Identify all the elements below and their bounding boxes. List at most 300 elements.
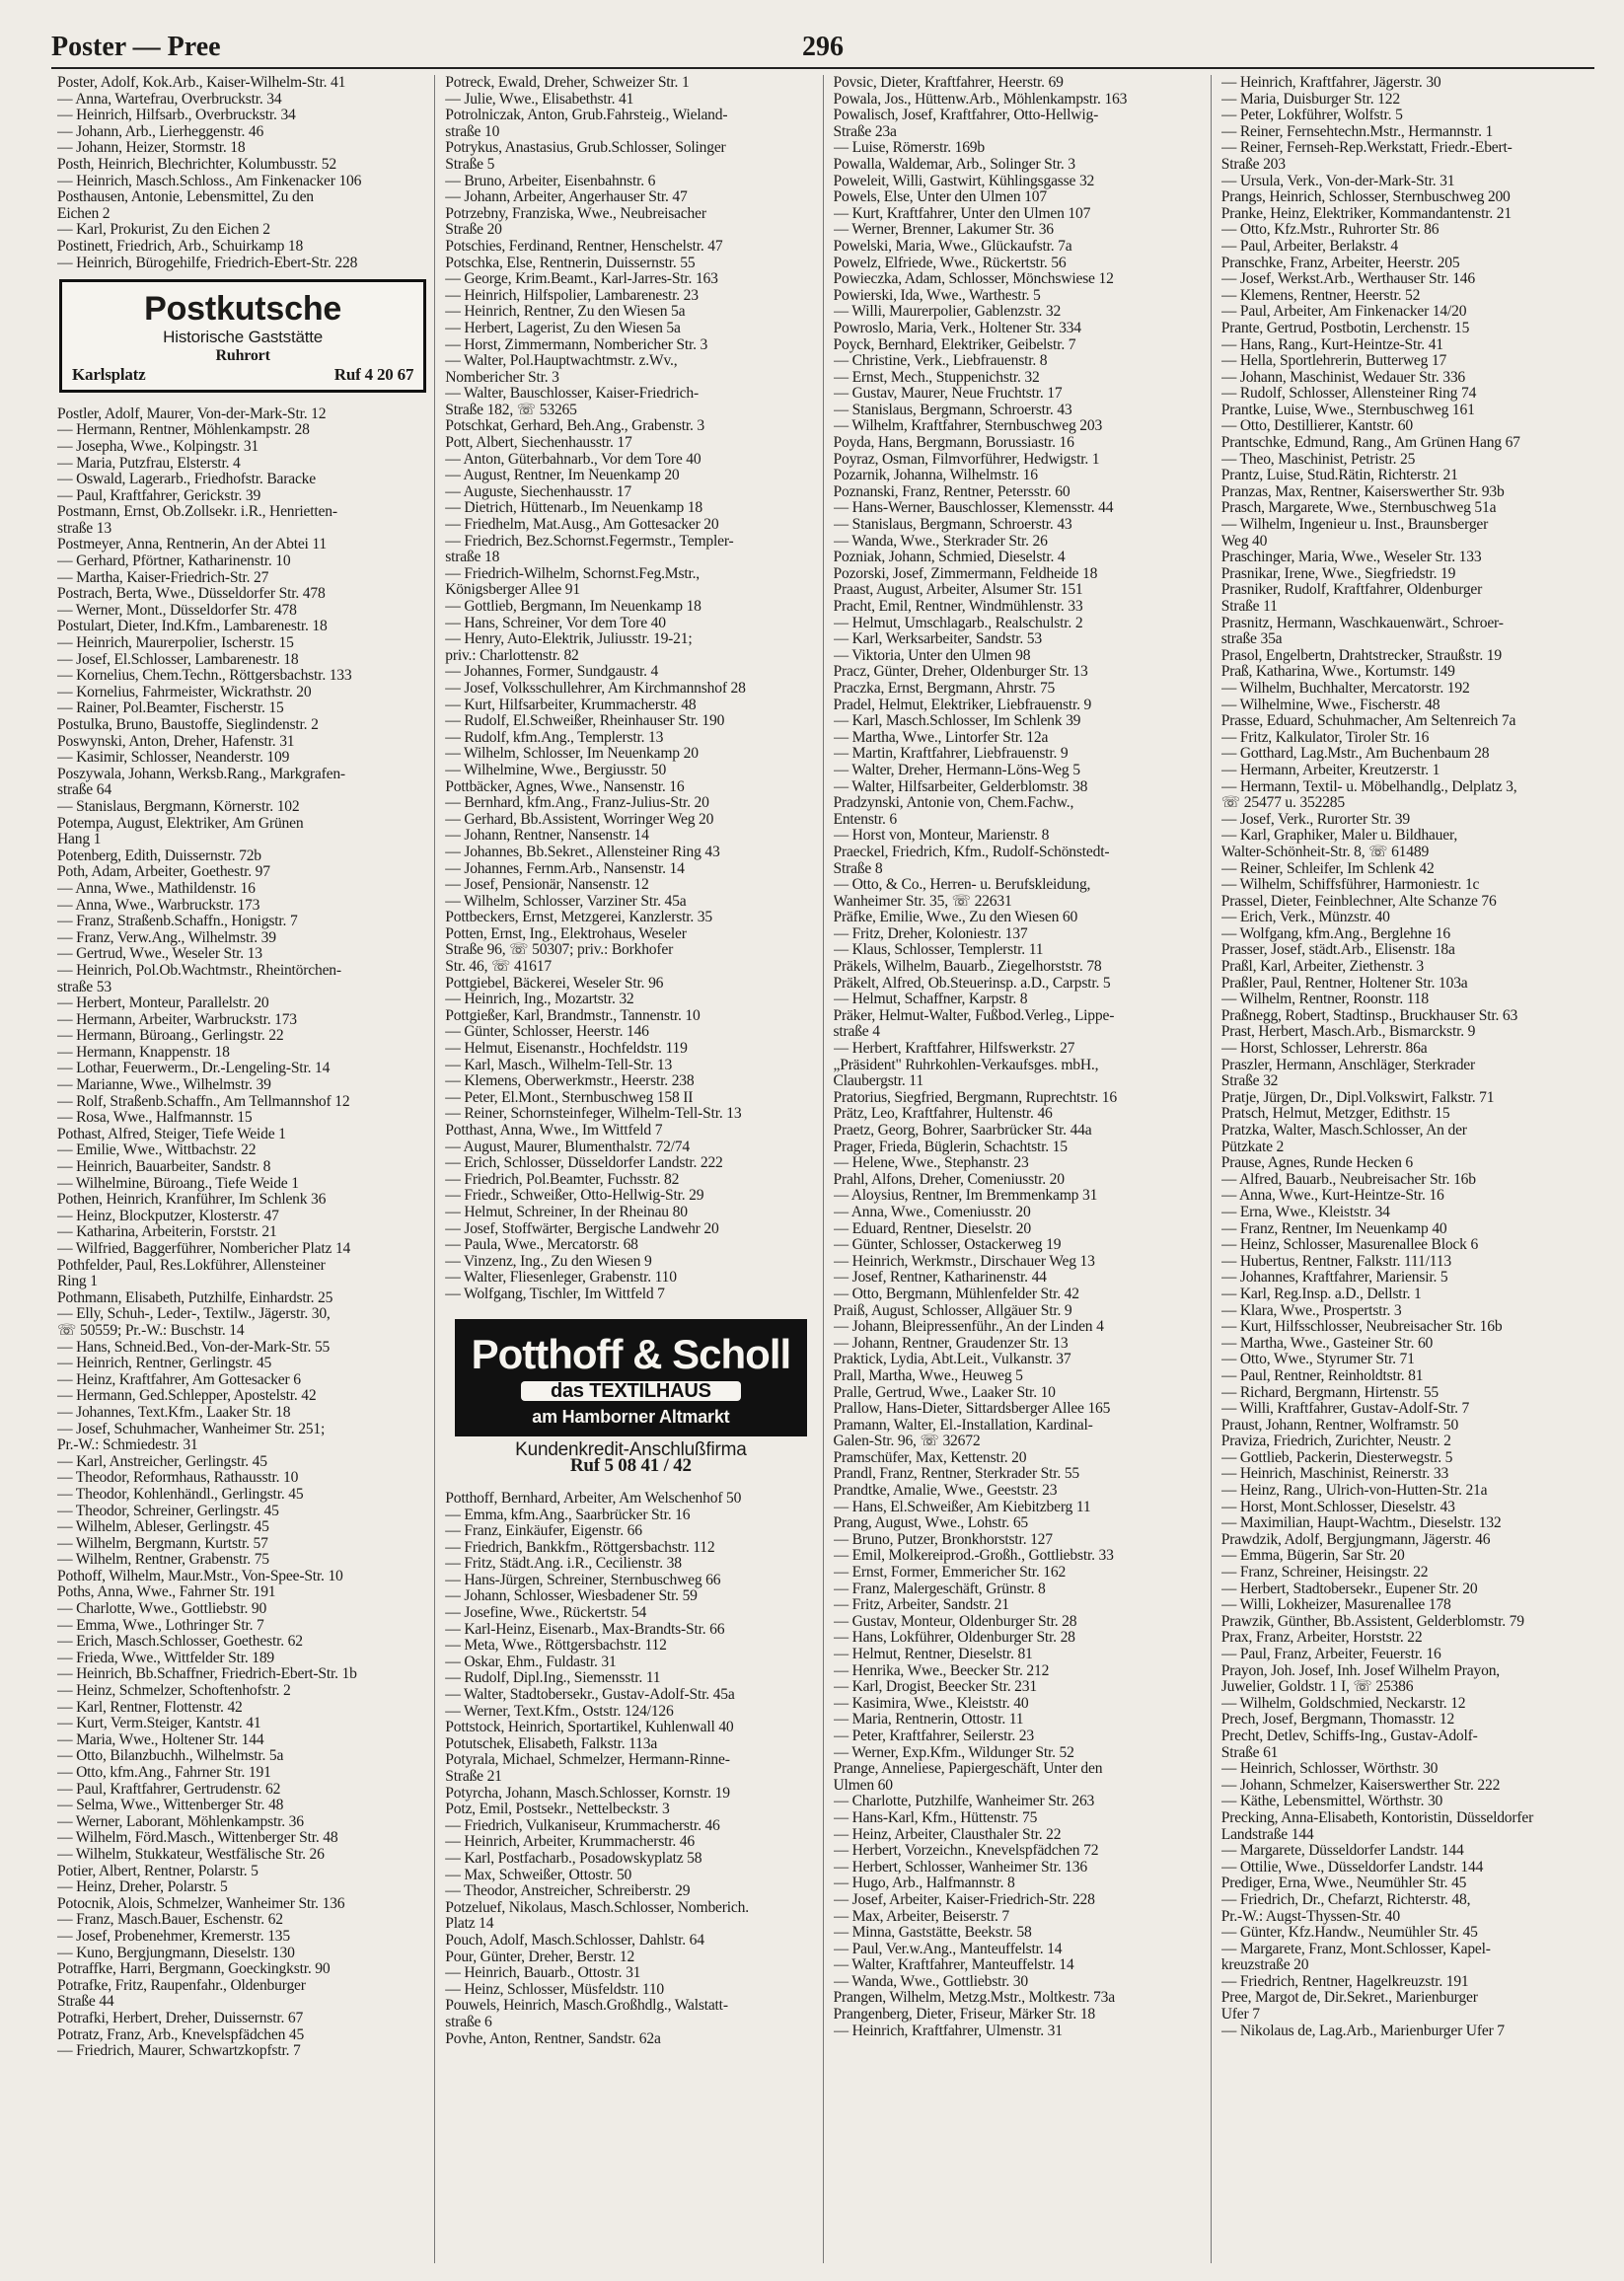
directory-entry: — Wilhelm, Stukkateur, Westfälische Str. 26 (57, 1846, 325, 1863)
directory-entry: Pratzka, Walter, Masch.Schlosser, An der (1220, 1123, 1467, 1139)
directory-entry: Straße 61 (1220, 1744, 1279, 1761)
directory-entry: — Julie, Wwe., Elisabethstr. 41 (445, 91, 634, 108)
directory-entry: — Friedrich, Bankkfm., Röttgersbachstr. 112 (445, 1539, 715, 1556)
directory-entry: Pradel, Helmut, Elektriker, Liebfrauenstr. 9 (833, 697, 1092, 713)
directory-entry: Prall, Martha, Wwe., Heuweg 5 (833, 1367, 1023, 1384)
directory-entry: Posthausen, Antonie, Lebensmittel, Zu den (57, 189, 314, 206)
directory-entry: — Heinz, Schlosser, Masurenallee Block 6 (1220, 1237, 1479, 1254)
directory-entry: Entenstr. 6 (833, 811, 897, 828)
ad-street: am Hamborner Altmarkt (532, 1407, 730, 1428)
directory-entry: — Wanda, Wwe., Gottliebstr. 30 (833, 1973, 1028, 1990)
directory-entry: Poyraz, Osman, Filmvorführer, Hedwigstr. 1 (833, 451, 1100, 468)
directory-entry: — Emil, Molkereiprod.-Großh., Gottliebstr. 33 (833, 1548, 1114, 1565)
directory-entry: straße 18 (445, 550, 500, 566)
column-1-entries-top (57, 75, 428, 271)
directory-entry: Prätz, Leo, Kraftfahrer, Hultenstr. 46 (833, 1106, 1053, 1123)
ad-place: Karlsplatz (72, 365, 146, 385)
directory-entry: Poszywala, Johann, Werksb.Rang., Markgrafen- (57, 766, 345, 782)
directory-entry: Pützkate 2 (1220, 1139, 1285, 1155)
directory-entry: — Heinrich, Hilfsarb., Overbruckstr. 34 (57, 108, 296, 124)
directory-entry: straße 64 (57, 782, 111, 799)
directory-entry: — Werner, Laborant, Möhlenkampstr. 36 (57, 1813, 304, 1830)
directory-entry: Prasnitz, Hermann, Waschkauenwärt., Schroer- (1220, 615, 1504, 631)
directory-entry: — Herbert, Vorzeichn., Knevelspfädchen 72 (833, 1843, 1099, 1860)
directory-entry: — Hermann, Ged.Schlepper, Apostelstr. 42 (57, 1388, 317, 1405)
directory-entry: — Heinrich, Kraftfahrer, Jägerstr. 30 (1220, 75, 1441, 91)
directory-entry: Straße 182, ☏ 53265 (445, 402, 577, 418)
directory-entry: Weg 40 (1220, 533, 1268, 550)
directory-entry: — Helene, Wwe., Stephanstr. 23 (833, 1155, 1029, 1172)
directory-entry: Praetz, Georg, Bohrer, Saarbrücker Str. 44a (833, 1123, 1092, 1139)
directory-entry: — Maria, Rentnerin, Ottostr. 11 (833, 1712, 1024, 1729)
ad-name: Postkutsche (144, 290, 342, 329)
directory-entry: — Rudolf, Dipl.Ing., Siemensstr. 11 (445, 1670, 661, 1687)
directory-entry: — Horst, Schlosser, Lehrerstr. 86a (1220, 1041, 1428, 1058)
directory-entry: — Josef, Verk., Rurorter Str. 39 (1220, 811, 1410, 828)
directory-entry: Prandl, Franz, Rentner, Sterkrader Str. 55 (833, 1466, 1080, 1483)
directory-entry: Poth, Adam, Arbeiter, Goethestr. 97 (57, 864, 270, 881)
directory-entry: Walter-Schönheit-Str. 8, ☏ 61489 (1220, 844, 1430, 860)
directory-entry: — Heinz, Schmelzer, Schoftenhofstr. 2 (57, 1683, 291, 1700)
directory-entry: — Marianne, Wwe., Wilhelmstr. 39 (57, 1077, 271, 1094)
directory-entry: — Hans, Lokführer, Oldenburger Str. 28 (833, 1630, 1075, 1647)
directory-entry: Powelski, Maria, Wwe., Glückaufstr. 7a (833, 238, 1072, 255)
directory-entry: — Hermann, Arbeiter, Kreutzerstr. 1 (1220, 762, 1440, 778)
directory-entry: Potten, Ernst, Ing., Elektrohaus, Weseler (445, 925, 687, 942)
directory-entry: straße 35a (1220, 631, 1283, 648)
directory-entry: Pramann, Walter, El.-Installation, Kardinal- (833, 1417, 1093, 1434)
directory-entry: — Henry, Auto-Elektrik, Juliusstr. 19-21; (445, 631, 693, 648)
directory-entry: Potutschek, Elisabeth, Falkstr. 113a (445, 1735, 658, 1752)
directory-entry: — Wilhelmine, Wwe., Fischerstr. 48 (1220, 697, 1440, 713)
directory-entry: Prangs, Heinrich, Schlosser, Sternbuschweg 200 (1220, 189, 1511, 206)
directory-entry: — Heinz, Arbeiter, Clausthaler Str. 22 (833, 1826, 1062, 1843)
directory-entry: Poster, Adolf, Kok.Arb., Kaiser-Wilhelm-Str. 41 (57, 75, 346, 91)
ad-name: Potthoff & Scholl (471, 1330, 791, 1377)
directory-entry: — Hubertus, Rentner, Falkstr. 111/113 (1220, 1253, 1451, 1270)
column-3-entries (834, 75, 1205, 2039)
directory-entry: — Walter, Pol.Hauptwachtmstr. z.Wv., (445, 353, 678, 370)
directory-entry: — Martha, Wwe., Gasteiner Str. 60 (1220, 1335, 1434, 1352)
directory-entry: — Theodor, Kohlenhändl., Gerlingstr. 45 (57, 1486, 304, 1503)
column-4-entries (1221, 75, 1592, 2039)
directory-entry: — Friedrich, Maurer, Schwartzkopfstr. 7 (57, 2043, 301, 2060)
directory-entry: — Aloysius, Rentner, Im Bremmenkamp 31 (833, 1188, 1098, 1205)
directory-entry: — Hella, Sportlehrerin, Butterweg 17 (1220, 353, 1447, 370)
directory-entry: — Emma, Bügerin, Sar Str. 20 (1220, 1548, 1405, 1565)
directory-entry: — Walter, Kraftfahrer, Manteuffelstr. 14 (833, 1957, 1074, 1974)
directory-entry: — Kuno, Bergjungmann, Dieselstr. 130 (57, 1945, 295, 1961)
directory-entry: Pr.-W.: Augst-Thyssen-Str. 40 (1220, 1908, 1400, 1925)
directory-entry: — Rosa, Wwe., Halfmannstr. 15 (57, 1110, 253, 1127)
directory-entry: — Martin, Kraftfahrer, Liebfrauenstr. 9 (833, 746, 1069, 763)
directory-entry: Poths, Anna, Wwe., Fahrner Str. 191 (57, 1584, 276, 1601)
directory-entry: — Heinrich, Arbeiter, Krummacherstr. 46 (445, 1834, 695, 1851)
directory-entry: Prediger, Erna, Wwe., Neumühler Str. 45 (1220, 1876, 1467, 1892)
directory-entry: Prahl, Alfons, Dreher, Comeniusstr. 20 (833, 1171, 1065, 1188)
column-4 (1216, 75, 1598, 2263)
directory-entry: Hang 1 (57, 832, 102, 848)
directory-entry: — Herbert, Monteur, Parallelstr. 20 (57, 995, 269, 1012)
directory-entry: — Ursula, Verk., Von-der-Mark-Str. 31 (1220, 173, 1455, 189)
directory-entry: — Werner, Mont., Düsseldorfer Str. 478 (57, 602, 297, 619)
directory-entry: Prasch, Margarete, Wwe., Sternbuschweg 51a (1220, 500, 1497, 517)
directory-entry: — Ernst, Mech., Stuppenichstr. 32 (833, 369, 1040, 386)
directory-entry: — Heinrich, Schlosser, Wörthstr. 30 (1220, 1761, 1439, 1778)
directory-entry: Prast, Herbert, Masch.Arb., Bismarckstr. 9 (1220, 1024, 1476, 1041)
directory-entry: — Hermann, Textil- u. Möbelhandlg., Delplatz 3, (1220, 778, 1517, 795)
directory-entry: Prallow, Hans-Dieter, Sittardsberger Allee 165 (833, 1401, 1111, 1418)
directory-entry: — Karl, Postfacharb., Posadowskyplatz 58 (445, 1850, 702, 1867)
directory-entry: — August, Maurer, Blumenthalstr. 72/74 (445, 1139, 691, 1155)
directory-entry: — Kurt, Verm.Steiger, Kantstr. 41 (57, 1716, 261, 1732)
directory-entry: — Josef, Rentner, Katharinenstr. 44 (833, 1270, 1047, 1287)
directory-entry: Pottgießer, Karl, Brandmstr., Tannenstr. 10 (445, 1007, 701, 1024)
directory-entry: — Karl, Rentner, Flottenstr. 42 (57, 1699, 243, 1716)
directory-entry: — Franz, Malergeschäft, Grünstr. 8 (833, 1581, 1046, 1597)
directory-entry: — Johann, Schmelzer, Kaiserswerther Str. 222 (1220, 1777, 1501, 1794)
ad-tagline: das TEXTILHAUS (521, 1381, 741, 1402)
directory-entry: Potier, Albert, Rentner, Polarstr. 5 (57, 1863, 258, 1879)
directory-entry: — Wilhelm, Kraftfahrer, Sternbuschweg 203 (833, 418, 1103, 435)
directory-entry: — Heinrich, Rentner, Gerlingstr. 45 (57, 1356, 272, 1372)
ad-footer (72, 367, 413, 384)
directory-entry: Praktick, Lydia, Abt.Leit., Vulkanstr. 37 (833, 1352, 1071, 1368)
directory-entry: — Johann, Arb., Lierheggenstr. 46 (57, 123, 264, 140)
directory-entry: Prawdzik, Adolf, Bergjungmann, Jägerstr. 46 (1220, 1531, 1491, 1548)
directory-entry: Pothen, Heinrich, Kranführer, Im Schlenk 36 (57, 1192, 327, 1209)
directory-entry: Galen-Str. 96, ☏ 32672 (833, 1434, 981, 1450)
directory-entry: Präkels, Wilhelm, Bauarb., Ziegelhorststr. 78 (833, 959, 1102, 976)
directory-entry: Pour, Günter, Dreher, Berstr. 12 (445, 1949, 635, 1965)
directory-entry: — Reiner, Schleifer, Im Schlenk 42 (1220, 860, 1435, 877)
directory-entry: — Peter, El.Mont., Sternbuschweg 158 II (445, 1089, 694, 1106)
directory-entry: Prasol, Engelbertn, Drahtstrecker, Straußstr. 19 (1220, 647, 1503, 664)
directory-entry: — Hans, El.Schweißer, Am Kiebitzberg 11 (833, 1499, 1091, 1515)
directory-entry: — Kornelius, Chem.Techn., Röttgersbachstr. 133 (57, 668, 352, 685)
directory-entry: — Walter, Hilfsarbeiter, Gelderblomstr. 38 (833, 778, 1088, 795)
directory-entry: Straße 203 (1220, 156, 1286, 173)
directory-entry: — Otto, Bilanzbuchh., Wilhelmstr. 5a (57, 1748, 284, 1765)
directory-entry: Potrykus, Anastasius, Grub.Schlosser, Solinger (445, 140, 726, 157)
column-2-entries-bottom (445, 1491, 816, 2047)
directory-entry: Pozorski, Josef, Zimmermann, Feldheide 18 (833, 565, 1098, 582)
directory-entry: Prantschke, Edmund, Rang., Am Grünen Hang 67 (1220, 435, 1520, 452)
directory-entry: — Franz, Straßenb.Schaffn., Honigstr. 7 (57, 914, 298, 930)
directory-entry: — Oskar, Ehm., Fuldastr. 31 (445, 1654, 617, 1670)
directory-entry: Straße 11 (1220, 599, 1278, 615)
directory-entry: — Otto, Kfz.Mstr., Ruhrorter Str. 86 (1220, 222, 1439, 239)
directory-entry: — Hermann, Rentner, Möhlenkampstr. 28 (57, 422, 310, 439)
directory-entry: — August, Rentner, Im Neuenkamp 20 (445, 468, 680, 484)
directory-entry: — Werner, Brenner, Lakumer Str. 36 (833, 222, 1054, 239)
directory-entry: Potz, Emil, Postsekr., Nettelbeckstr. 3 (445, 1802, 670, 1818)
directory-entry: — Minna, Gaststätte, Beekstr. 58 (833, 1925, 1032, 1942)
directory-entry: Präker, Helmut-Walter, Fußbod.Verleg., Lippe- (833, 1007, 1115, 1024)
directory-entry: — Selma, Wwe., Wittenberger Str. 48 (57, 1798, 284, 1814)
directory-entry: — Hans-Karl, Kfm., Hüttenstr. 75 (833, 1809, 1038, 1826)
directory-entry: — Karl-Heinz, Eisenarb., Max-Brandts-Str. 66 (445, 1621, 725, 1638)
directory-entry: — Max, Schweißer, Ottostr. 50 (445, 1867, 632, 1883)
directory-entry: — Hermann, Arbeiter, Warbruckstr. 173 (57, 1011, 297, 1028)
directory-entry: Praßnegg, Robert, Stadtinsp., Bruckhauser Str. 63 (1220, 1007, 1518, 1024)
directory-entry: — Wilhelm, Ingenieur u. Inst., Braunsberger (1220, 517, 1489, 534)
directory-entry: Prantz, Luise, Stud.Rätin, Richterstr. 21 (1220, 468, 1458, 484)
directory-entry: — Stanislaus, Bergmann, Körnerstr. 102 (57, 798, 300, 815)
directory-entry: Potraffke, Harri, Bergmann, Goeckingkstr. 90 (57, 1961, 331, 1978)
directory-entry: Povsic, Dieter, Kraftfahrer, Heerstr. 69 (833, 75, 1064, 91)
directory-entry: Prange, Anneliese, Papiergeschäft, Unter den (833, 1761, 1103, 1778)
directory-entry: — Wilhelm, Förd.Masch., Wittenberger Str. 48 (57, 1830, 338, 1847)
directory-entry: Precking, Anna-Elisabeth, Kontoristin, Düsseldorfer (1220, 1809, 1534, 1826)
ad-banner (455, 1319, 806, 1436)
directory-entry: — Heinz, Rang., Ulrich-von-Hutten-Str. 21a (1220, 1483, 1488, 1500)
ad-subtitle: Historische Gaststätte (163, 328, 324, 347)
directory-entry: Potschies, Ferdinand, Rentner, Henschelstr. 47 (445, 238, 723, 255)
directory-entry: — Klaus, Schlosser, Templerstr. 11 (833, 942, 1044, 959)
directory-entry: — Wilhelm, Schlosser, Varziner Str. 45a (445, 893, 687, 910)
directory-entry: Praczka, Ernst, Bergmann, Ahrstr. 75 (833, 680, 1056, 697)
directory-entry: — Emma, Wwe., Lothringer Str. 7 (57, 1617, 264, 1634)
directory-entry: Powieczka, Adam, Schlosser, Mönchswiese 12 (833, 271, 1114, 288)
directory-entry: Ulmen 60 (833, 1777, 893, 1794)
directory-entry: Prasser, Josef, städt.Arb., Elisenstr. 18a (1220, 942, 1455, 959)
directory-entry: — Rudolf, El.Schweißer, Rheinhauser Str. 190 (445, 713, 725, 730)
directory-entry: — Theo, Maschinist, Petristr. 25 (1220, 451, 1416, 468)
directory-entry: — Wilhelm, Bergmann, Kurtstr. 57 (57, 1535, 268, 1552)
directory-entry: Potzeluef, Nikolaus, Masch.Schlosser, Nomberich. (445, 1899, 749, 1916)
directory-entry: — Paul, Franz, Arbeiter, Feuerstr. 16 (1220, 1647, 1441, 1662)
directory-entry: — Käthe, Lebensmittel, Wörthstr. 30 (1220, 1794, 1443, 1810)
directory-entry: — Heinrich, Maschinist, Reinerstr. 33 (1220, 1466, 1449, 1483)
directory-entry: Prawzik, Günther, Bb.Assistent, Gelderblomstr. 79 (1220, 1613, 1524, 1630)
directory-entry: — Gotthard, Lag.Mstr., Am Buchenbaum 28 (1220, 746, 1490, 763)
directory-entry: — Friedrich, Rentner, Hagelkreuzstr. 191 (1220, 1973, 1469, 1990)
column-1-entries-bottom (57, 406, 428, 2060)
directory-entry: — Heinrich, Bauarb., Ottostr. 31 (445, 1965, 641, 1982)
directory-entry: — Margarete, Düsseldorfer Landstr. 144 (1220, 1843, 1464, 1860)
directory-entry: Poswynski, Anton, Dreher, Hafenstr. 31 (57, 733, 295, 750)
directory-entry: Prasse, Eduard, Schuhmacher, Am Seltenreich 7a (1220, 713, 1516, 730)
directory-entry: — Friedrich, Pol.Beamter, Fuchsstr. 82 (445, 1171, 680, 1188)
column-1 (51, 75, 435, 2263)
directory-entry: Potempa, August, Elektriker, Am Grünen (57, 815, 304, 832)
directory-entry: — Rudolf, Schlosser, Allensteiner Ring 74 (1220, 386, 1477, 403)
directory-entry: Potenberg, Edith, Duissernstr. 72b (57, 847, 261, 864)
directory-entry: Prager, Frieda, Büglerin, Schachtstr. 15 (833, 1139, 1068, 1155)
directory-entry: — Helmut, Schaffner, Karpstr. 8 (833, 992, 1028, 1008)
directory-entry: — Paul, Ver.w.Ang., Manteuffelstr. 14 (833, 1941, 1063, 1957)
directory-entry: — Günter, Schlosser, Ostackerweg 19 (833, 1237, 1062, 1254)
directory-entry: — Margarete, Franz, Mont.Schlosser, Kapel- (1220, 1941, 1491, 1957)
directory-entry: Potthoff, Bernhard, Arbeiter, Am Welschenhof 50 (445, 1490, 742, 1507)
directory-entry: — Johann, Arbeiter, Angerhauser Str. 47 (445, 189, 688, 206)
directory-entry: — Stanislaus, Bergmann, Schroerstr. 43 (833, 402, 1072, 418)
directory-entry: — Herbert, Kraftfahrer, Hilfswerkstr. 27 (833, 1041, 1075, 1058)
directory-entry: — Maria, Putzfrau, Elsterstr. 4 (57, 455, 241, 472)
directory-entry: Potrafki, Herbert, Dreher, Duissernstr. 67 (57, 2010, 304, 2026)
directory-entry: Prause, Agnes, Runde Hecken 6 (1220, 1155, 1414, 1172)
directory-entry: Straße 5 (445, 156, 495, 173)
directory-entry: — Herbert, Schlosser, Wanheimer Str. 136 (833, 1859, 1087, 1876)
directory-entry: — Hermann, Büroang., Gerlingstr. 22 (57, 1028, 284, 1045)
directory-entry: — Erich, Schlosser, Düsseldorfer Landstr. 222 (445, 1155, 723, 1172)
directory-entry: — Josef, Probenehmer, Kremerstr. 135 (57, 1928, 290, 1945)
directory-entry: Praszler, Hermann, Anschläger, Sterkrader (1220, 1057, 1476, 1073)
directory-entry: Pothast, Alfred, Steiger, Tiefe Weide 1 (57, 1126, 286, 1142)
directory-entry: — Martha, Wwe., Lintorfer Str. 12a (833, 729, 1049, 746)
directory-entry: — Wolfgang, Tischler, Im Wittfeld 7 (445, 1286, 665, 1302)
directory-entry: — Theodor, Schreiner, Gerlingstr. 45 (57, 1503, 279, 1519)
header-range: Poster — Pree (51, 32, 221, 62)
directory-entry: — Kurt, Hilfsschlosser, Neubreisacher Str. 16b (1220, 1319, 1503, 1336)
directory-entry: — Karl, Graphiker, Maler u. Bildhauer, (1220, 828, 1458, 845)
directory-entry: — Otto, Wwe., Styrumer Str. 71 (1220, 1352, 1415, 1368)
directory-entry: — Peter, Lokführer, Wolfstr. 5 (1220, 108, 1403, 124)
directory-entry: — Bernhard, kfm.Ang., Franz-Julius-Str. 20 (445, 795, 709, 812)
directory-entry: — Wilhelm, Rentner, Roonstr. 118 (1220, 992, 1429, 1008)
directory-entry: — Johann, Rentner, Nansenstr. 14 (445, 828, 649, 845)
directory-entry: Pothfelder, Paul, Res.Lokführer, Allensteiner (57, 1257, 326, 1274)
directory-entry: — Martha, Kaiser-Friedrich-Str. 27 (57, 569, 269, 586)
directory-entry: — Oswald, Lagerarb., Friedhofstr. Baracke (57, 472, 317, 488)
directory-entry: ☏ 50559; Pr.-W.: Buschstr. 14 (57, 1322, 245, 1339)
directory-entry: — Helmut, Eisenanstr., Hochfeldstr. 119 (445, 1041, 688, 1058)
directory-entry: — Fritz, Arbeiter, Sandstr. 21 (833, 1597, 1009, 1614)
directory-entry: — Anna, Wartefrau, Overbruckstr. 34 (57, 91, 282, 108)
directory-entry: — Kurt, Kraftfahrer, Unter den Ulmen 107 (833, 205, 1091, 222)
directory-entry: — Franz, Verw.Ang., Wilhelmstr. 39 (57, 929, 276, 946)
directory-entry: — Horst, Mont.Schlosser, Dieselstr. 43 (1220, 1499, 1455, 1515)
directory-entry: — Wilhelm, Ableser, Gerlingstr. 45 (57, 1519, 269, 1536)
directory-entry: — Paul, Rentner, Reinholdtstr. 81 (1220, 1367, 1424, 1384)
ad-location: Ruhrort (215, 347, 270, 365)
directory-entry: Praiß, August, Schlosser, Allgäuer Str. 9 (833, 1302, 1072, 1319)
ad-credit: Kundenkredit-Anschlußfirma (515, 1438, 747, 1460)
directory-entry: — Auguste, Siechenhausstr. 17 (445, 483, 631, 500)
directory-entry: — Wilhelm, Buchhalter, Mercatorstr. 192 (1220, 680, 1470, 697)
directory-entry: — Bruno, Putzer, Bronkhorststr. 127 (833, 1531, 1053, 1548)
directory-entry: „Präsident" Ruhrkohlen-Verkaufsges. mbH., (833, 1057, 1099, 1073)
directory-entry: — Josef, Schuhmacher, Wanheimer Str. 251; (57, 1421, 326, 1437)
directory-entry: — Rainer, Pol.Beamter, Fischerstr. 15 (57, 700, 284, 717)
directory-entry: — Erich, Masch.Schlosser, Goethestr. 62 (57, 1634, 303, 1651)
directory-entry: straße 13 (57, 520, 111, 537)
directory-entry: — Ottilie, Wwe., Düsseldorfer Landstr. 144 (1220, 1859, 1484, 1876)
directory-entry: Pozniak, Johann, Schmied, Dieselstr. 4 (833, 550, 1066, 566)
directory-entry: — Johannes, Fernm.Arb., Nansenstr. 14 (445, 860, 685, 877)
directory-entry: Postinett, Friedrich, Arb., Schuirkamp 18 (57, 238, 304, 255)
directory-entry: Potocnik, Alois, Schmelzer, Wanheimer Str. 136 (57, 1895, 345, 1912)
directory-entry: — Kasimir, Schlosser, Neanderstr. 109 (57, 750, 290, 767)
directory-entry: Potthast, Anna, Wwe., Im Wittfeld 7 (445, 1123, 663, 1139)
directory-entry: Straße 44 (57, 1994, 114, 2011)
columns (51, 75, 1598, 2263)
directory-entry: Pothmann, Elisabeth, Putzhilfe, Einhardstr. 25 (57, 1289, 333, 1306)
directory-entry: Postulart, Dieter, Ind.Kfm., Lambarenestr. 18 (57, 619, 328, 635)
directory-entry: Königsberger Allee 91 (445, 582, 580, 599)
column-2 (439, 75, 823, 2263)
directory-entry: — Johann, Rentner, Graudenzer Str. 13 (833, 1335, 1069, 1352)
ad-phone: Ruf 5 08 41 / 42 (569, 1455, 692, 1477)
directory-entry: Str. 46, ☏ 41617 (445, 959, 552, 976)
postkutsche-ad (59, 279, 426, 393)
directory-entry: — Gottlieb, Packerin, Diesterwegstr. 5 (1220, 1449, 1453, 1466)
directory-entry: — Luise, Römerstr. 169b (833, 140, 985, 157)
directory-entry: Pradzynski, Antonie von, Chem.Fachw., (833, 795, 1074, 812)
directory-entry: Pramschüfer, Max, Kettenstr. 20 (833, 1449, 1027, 1466)
directory-entry: — Bruno, Arbeiter, Eisenbahnstr. 6 (445, 173, 656, 189)
directory-entry: — Rudolf, kfm.Ang., Templerstr. 13 (445, 729, 664, 746)
directory-entry: — Hugo, Arb., Halfmannstr. 8 (833, 1876, 1015, 1892)
directory-entry: straße 4 (833, 1024, 880, 1041)
directory-entry: — Dietrich, Hüttenarb., Im Neuenkamp 18 (445, 500, 702, 517)
directory-entry: Pottbäcker, Agnes, Wwe., Nansenstr. 16 (445, 778, 685, 795)
directory-entry: Straße 20 (445, 222, 502, 239)
directory-entry: — Herbert, Lagerist, Zu den Wiesen 5a (445, 320, 681, 336)
directory-entry: — Gustav, Maurer, Neue Fruchtstr. 17 (833, 386, 1063, 403)
directory-entry: — Horst von, Monteur, Marienstr. 8 (833, 828, 1050, 845)
directory-entry: Praßler, Paul, Rentner, Holtener Str. 103a (1220, 975, 1468, 992)
directory-entry: Potschkat, Gerhard, Beh.Ang., Grabenstr. 3 (445, 418, 704, 435)
directory-entry: — Helmut, Umschlagarb., Realschulstr. 2 (833, 615, 1083, 631)
directory-entry: — Kurt, Hilfsarbeiter, Krummacherstr. 48 (445, 697, 697, 713)
directory-entry: — Wilhelmine, Wwe., Bergiusstr. 50 (445, 762, 667, 778)
directory-entry: Pratje, Jürgen, Dr., Dipl.Volkswirt, Falkstr. 71 (1220, 1089, 1495, 1106)
directory-entry: — Karl, Drogist, Beecker Str. 231 (833, 1679, 1037, 1696)
directory-entry: Potyrcha, Johann, Masch.Schlosser, Kornstr. 19 (445, 1785, 730, 1802)
directory-entry: straße 10 (445, 123, 500, 140)
directory-entry: — Fritz, Städt.Ang. i.R., Cecilienstr. 38 (445, 1556, 682, 1573)
directory-entry: — Charlotte, Wwe., Gottliebstr. 90 (57, 1601, 267, 1618)
directory-entry: — Karl, Werksarbeiter, Sandstr. 53 (833, 631, 1042, 648)
directory-entry: Poyck, Bernhard, Elektriker, Geibelstr. 7 (833, 336, 1076, 353)
directory-entry: — Anna, Wwe., Kurt-Heintze-Str. 16 (1220, 1188, 1444, 1205)
directory-entry: Straße 96, ☏ 50307; priv.: Borkhofer (445, 942, 674, 959)
directory-entry: ☏ 25477 u. 352285 (1220, 795, 1346, 812)
directory-entry: — Eduard, Rentner, Dieselstr. 20 (833, 1220, 1031, 1237)
directory-entry: — Johannes, Former, Sundgaustr. 4 (445, 664, 659, 681)
directory-entry: — Wilfried, Baggerführer, Nombericher Platz 14 (57, 1241, 351, 1257)
directory-entry: Postrach, Berta, Wwe., Düsseldorfer Str. 478 (57, 586, 326, 603)
directory-entry: — Heinz, Dreher, Polarstr. 5 (57, 1879, 228, 1896)
directory-entry: Prasniker, Rudolf, Kraftfahrer, Oldenburger (1220, 582, 1483, 599)
directory-entry: — Heinz, Kraftfahrer, Am Gottesacker 6 (57, 1371, 301, 1388)
directory-entry: Praast, August, Arbeiter, Alsumer Str. 151 (833, 582, 1083, 599)
directory-entry: — Elly, Schuh-, Leder-, Textilw., Jägerstr. 30, (57, 1306, 331, 1323)
directory-entry: Pranschke, Franz, Arbeiter, Heerstr. 205 (1220, 255, 1460, 271)
directory-entry: — Emilie, Wwe., Wittbachstr. 22 (57, 1142, 257, 1159)
directory-entry: — Peter, Kraftfahrer, Seilerstr. 23 (833, 1728, 1034, 1744)
directory-entry: — Heinrich, Maurerpolier, Ischerstr. 15 (57, 635, 294, 652)
directory-entry: — Paula, Wwe., Mercatorstr. 68 (445, 1237, 638, 1254)
directory-entry: — Hans-Werner, Bauschlosser, Klemensstr. 44 (833, 500, 1114, 517)
page-number: 296 (802, 32, 844, 62)
directory-entry: Prandtke, Amalie, Wwe., Geeststr. 23 (833, 1483, 1058, 1500)
directory-entry: — Max, Arbeiter, Beiserstr. 7 (833, 1908, 1009, 1925)
directory-entry: Praßl, Karl, Arbeiter, Ziethenstr. 3 (1220, 959, 1424, 976)
directory-entry: — Anna, Wwe., Comeniusstr. 20 (833, 1204, 1031, 1220)
directory-entry: — Willi, Lokheizer, Masurenallee 178 (1220, 1597, 1451, 1614)
directory-entry: — Werner, Exp.Kfm., Wildunger Str. 52 (833, 1744, 1074, 1761)
directory-entry: — Kornelius, Fahrmeister, Wickrathstr. 20 (57, 684, 312, 700)
directory-entry: Poweleit, Willi, Gastwirt, Kühlingsgasse 32 (833, 173, 1095, 189)
directory-entry: — Wilhelm, Rentner, Grabenstr. 75 (57, 1552, 269, 1569)
directory-entry: — Maximilian, Haupt-Wachtm., Dieselstr. 132 (1220, 1515, 1502, 1532)
directory-entry: Landstraße 144 (1220, 1826, 1314, 1843)
directory-entry: — Hans-Jürgen, Schreiner, Sternbuschweg 66 (445, 1572, 721, 1588)
directory-entry: — Horst, Zimmermann, Nombericher Str. 3 (445, 336, 708, 353)
